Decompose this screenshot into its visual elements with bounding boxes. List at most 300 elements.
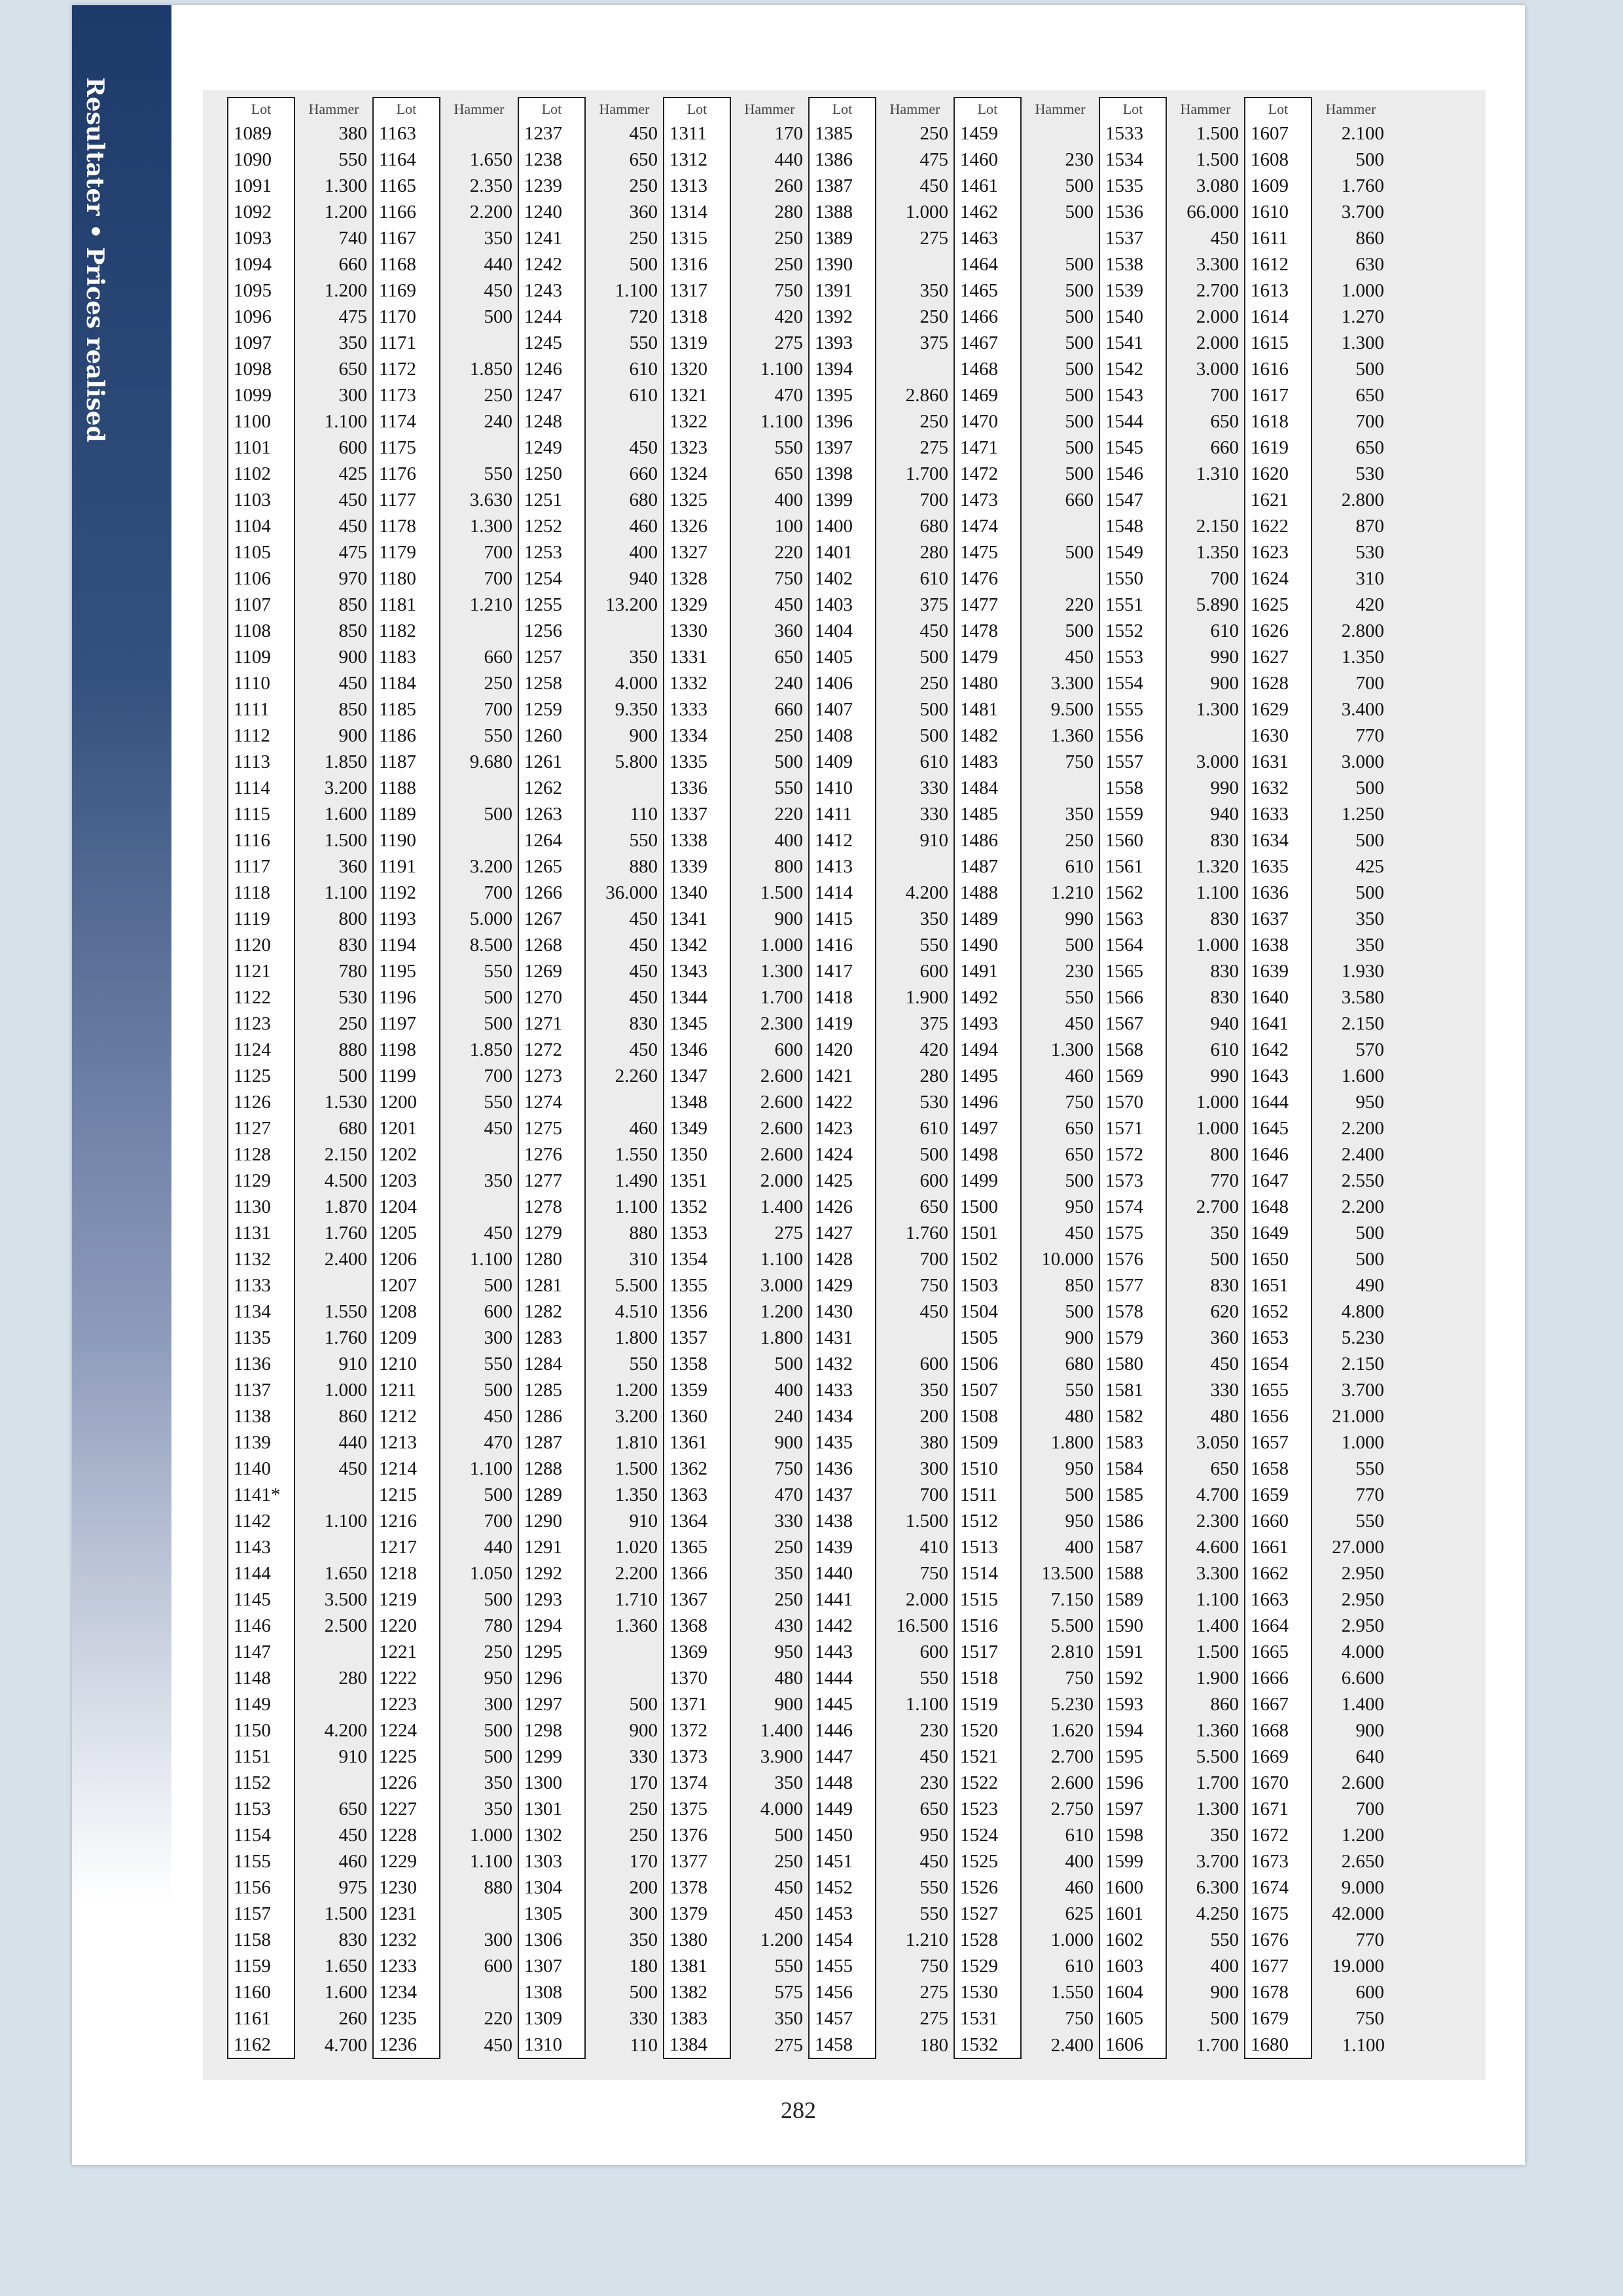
table-row xyxy=(228,644,1390,670)
hammer-price: 1.300 xyxy=(1196,699,1239,720)
hammer-price: 950 xyxy=(1065,1196,1094,1217)
lot-number: 1467 xyxy=(954,330,1021,356)
hammer-price: 460 xyxy=(1065,1066,1094,1086)
lot-number: 1293 xyxy=(518,1587,585,1613)
hammer-price: 2.650 xyxy=(1341,1851,1384,1872)
lot-number: 1152 xyxy=(228,1770,294,1796)
hammer-price: 500 xyxy=(1065,935,1094,956)
hammer-price xyxy=(440,1194,518,1220)
hammer-price: 900 xyxy=(774,1694,803,1715)
hammer-price: 850 xyxy=(1065,1275,1094,1296)
lot-number: 1414 xyxy=(809,880,876,906)
hammer-price: 1.650 xyxy=(324,1563,367,1584)
lot-number: 1441 xyxy=(809,1587,876,1613)
hammer-price: 1.810 xyxy=(615,1432,658,1453)
lot-number: 1470 xyxy=(954,408,1021,435)
lot-number: 1511 xyxy=(954,1482,1021,1508)
hammer-price: 200 xyxy=(629,1877,658,1898)
lot-number: 1380 xyxy=(664,1927,730,1953)
hammer-price: 13.500 xyxy=(1041,1563,1094,1584)
lot-number: 1268 xyxy=(518,932,585,958)
lot-number: 1420 xyxy=(809,1037,876,1063)
lot-number: 1429 xyxy=(809,1272,876,1299)
lot-number: 1585 xyxy=(1099,1482,1166,1508)
hammer-price: 3.200 xyxy=(469,856,512,877)
lot-number: 1177 xyxy=(373,487,440,513)
lot-number: 1327 xyxy=(664,539,730,565)
hammer-price: 2.800 xyxy=(1341,490,1384,511)
hammer-price: 400 xyxy=(629,542,658,563)
table-row xyxy=(228,225,1390,251)
lot-number: 1478 xyxy=(954,618,1021,644)
lot-number: 1181 xyxy=(373,592,440,618)
lot-number: 1537 xyxy=(1099,225,1166,251)
hammer-price: 425 xyxy=(338,463,367,484)
hammer-price: 5.000 xyxy=(469,908,512,929)
lot-number: 1438 xyxy=(809,1508,876,1534)
hammer-price: 550 xyxy=(629,1354,658,1374)
lot-number: 1142 xyxy=(228,1508,294,1534)
lot-number: 1191 xyxy=(373,853,440,880)
hammer-price: 650 xyxy=(1065,1118,1094,1139)
table-row xyxy=(228,1927,1390,1953)
lot-number: 1347 xyxy=(664,1063,730,1089)
lot-number: 1147 xyxy=(228,1639,294,1665)
lot-number: 1266 xyxy=(518,880,585,906)
lot-header: Lot xyxy=(664,98,730,120)
lot-number: 1502 xyxy=(954,1246,1021,1272)
lot-number: 1635 xyxy=(1245,853,1311,880)
table-row xyxy=(228,1037,1390,1063)
hammer-price: 440 xyxy=(774,149,803,170)
hammer-price: 280 xyxy=(338,1668,367,1689)
hammer-price: 850 xyxy=(338,620,367,641)
lot-number: 1631 xyxy=(1245,749,1311,775)
lot-number: 1605 xyxy=(1099,2005,1166,2032)
hammer-price: 450 xyxy=(338,1825,367,1846)
hammer-price: 1.360 xyxy=(615,1615,658,1636)
lot-number: 1317 xyxy=(664,278,730,304)
lot-number: 1396 xyxy=(809,408,876,435)
lot-number: 1632 xyxy=(1245,775,1311,801)
lot-number: 1349 xyxy=(664,1115,730,1141)
lot-number: 1458 xyxy=(809,2032,876,2058)
hammer-price: 770 xyxy=(1355,1484,1384,1505)
lot-number: 1371 xyxy=(664,1691,730,1717)
hammer-price: 350 xyxy=(919,908,948,929)
lot-number: 1377 xyxy=(664,1848,730,1874)
hammer-price: 450 xyxy=(629,987,658,1008)
hammer-price: 2.600 xyxy=(760,1144,803,1165)
lot-number: 1623 xyxy=(1245,539,1311,565)
lot-number: 1648 xyxy=(1245,1194,1311,1220)
hammer-price: 100 xyxy=(774,516,803,537)
hammer-price: 330 xyxy=(919,804,948,825)
lot-number: 1401 xyxy=(809,539,876,565)
hammer-price: 450 xyxy=(774,1903,803,1924)
lot-number: 1308 xyxy=(518,1979,585,2005)
hammer-price: 440 xyxy=(484,1537,512,1558)
lot-number: 1488 xyxy=(954,880,1021,906)
hammer-price: 780 xyxy=(338,961,367,982)
lot-number: 1278 xyxy=(518,1194,585,1220)
hammer-price: 440 xyxy=(484,254,512,275)
hammer-price: 1.350 xyxy=(615,1484,658,1505)
hammer-price: 990 xyxy=(1210,1066,1239,1086)
lot-number: 1595 xyxy=(1099,1744,1166,1770)
lot-number: 1534 xyxy=(1099,147,1166,173)
lot-number: 1357 xyxy=(664,1325,730,1351)
hammer-price: 500 xyxy=(919,647,948,668)
table-row xyxy=(228,1115,1390,1141)
table-row xyxy=(228,696,1390,723)
table-row xyxy=(228,1534,1390,1560)
lot-number: 1336 xyxy=(664,775,730,801)
lot-header: Lot xyxy=(809,98,876,120)
hammer-price: 1.250 xyxy=(1341,804,1384,825)
lot-number: 1165 xyxy=(373,173,440,199)
lot-number: 1591 xyxy=(1099,1639,1166,1665)
hammer-price: 700 xyxy=(484,1066,512,1086)
table-row xyxy=(228,801,1390,827)
lot-number: 1389 xyxy=(809,225,876,251)
hammer-price: 500 xyxy=(629,254,658,275)
hammer-price: 350 xyxy=(484,1799,512,1820)
lot-number: 1512 xyxy=(954,1508,1021,1534)
hammer-price: 180 xyxy=(919,2034,948,2056)
lot-number: 1334 xyxy=(664,723,730,749)
lot-number: 1146 xyxy=(228,1613,294,1639)
hammer-price: 3.000 xyxy=(1341,751,1384,772)
lot-number: 1464 xyxy=(954,251,1021,278)
lot-number: 1535 xyxy=(1099,173,1166,199)
table-row xyxy=(228,1403,1390,1429)
hammer-price: 1.800 xyxy=(760,1327,803,1348)
lot-number: 1333 xyxy=(664,696,730,723)
table-row xyxy=(228,435,1390,461)
hammer-price: 500 xyxy=(1065,254,1094,275)
hammer-price: 830 xyxy=(1210,1275,1239,1296)
lot-number: 1253 xyxy=(518,539,585,565)
hammer-price: 1.000 xyxy=(1196,1118,1239,1139)
hammer-price: 830 xyxy=(1210,961,1239,982)
hammer-price: 450 xyxy=(484,1118,512,1139)
lot-number: 1397 xyxy=(809,435,876,461)
hammer-price: 2.400 xyxy=(1050,2034,1094,2056)
hammer-price: 1.020 xyxy=(615,1537,658,1558)
hammer-price: 500 xyxy=(484,306,512,327)
hammer-price: 570 xyxy=(1355,1039,1384,1060)
hammer-price: 230 xyxy=(919,1720,948,1741)
lot-number: 1404 xyxy=(809,618,876,644)
lot-number: 1383 xyxy=(664,2005,730,2032)
hammer-price: 450 xyxy=(919,620,948,641)
lot-number: 1586 xyxy=(1099,1508,1166,1534)
hammer-price: 500 xyxy=(1065,280,1094,301)
lot-number: 1427 xyxy=(809,1220,876,1246)
lot-number: 1226 xyxy=(373,1770,440,1796)
hammer-price: 350 xyxy=(484,1772,512,1793)
hammer-price: 660 xyxy=(484,647,512,668)
hammer-price: 425 xyxy=(1355,856,1384,877)
lot-number: 1676 xyxy=(1245,1927,1311,1953)
hammer-price: 500 xyxy=(1210,2008,1239,2029)
lot-number: 1105 xyxy=(228,539,294,565)
lot-number: 1378 xyxy=(664,1874,730,1901)
lot-number: 1386 xyxy=(809,147,876,173)
lot-number: 1173 xyxy=(373,382,440,408)
lot-number: 1471 xyxy=(954,435,1021,461)
hammer-price: 180 xyxy=(629,1956,658,1977)
lot-number: 1209 xyxy=(373,1325,440,1351)
hammer-price: 1.850 xyxy=(469,1039,512,1060)
lot-number: 1115 xyxy=(228,801,294,827)
lot-number: 1114 xyxy=(228,775,294,801)
hammer-price: 1.000 xyxy=(760,935,803,956)
hammer-price xyxy=(1166,723,1245,749)
lot-number: 1545 xyxy=(1099,435,1166,461)
lot-number: 1521 xyxy=(954,1744,1021,1770)
table-row xyxy=(228,1953,1390,1979)
hammer-price: 1.210 xyxy=(1050,882,1094,903)
lot-number: 1531 xyxy=(954,2005,1021,2032)
lot-number: 1449 xyxy=(809,1796,876,1822)
hammer-price: 1.550 xyxy=(615,1144,658,1165)
hammer-price: 2.600 xyxy=(760,1066,803,1086)
lot-number: 1556 xyxy=(1099,723,1166,749)
hammer-price: 9.000 xyxy=(1341,1877,1384,1898)
hammer-price: 360 xyxy=(1210,1327,1239,1348)
lot-number: 1410 xyxy=(809,775,876,801)
hammer-price: 500 xyxy=(1355,149,1384,170)
lot-number: 1207 xyxy=(373,1272,440,1299)
hammer-price: 1.500 xyxy=(615,1458,658,1479)
lot-number: 1221 xyxy=(373,1639,440,1665)
lot-number: 1328 xyxy=(664,565,730,592)
lot-number: 1555 xyxy=(1099,696,1166,723)
hammer-price: 300 xyxy=(629,1903,658,1924)
hammer-price: 500 xyxy=(484,1589,512,1610)
lot-number: 1157 xyxy=(228,1901,294,1927)
lot-number: 1417 xyxy=(809,958,876,984)
hammer-price: 1.000 xyxy=(1196,935,1239,956)
lot-number: 1213 xyxy=(373,1429,440,1456)
table-row xyxy=(228,1822,1390,1848)
hammer-price: 3.700 xyxy=(1341,202,1384,223)
hammer-price: 500 xyxy=(1065,1170,1094,1191)
hammer-price: 500 xyxy=(1065,332,1094,353)
lot-number: 1411 xyxy=(809,801,876,827)
hammer-price: 1.100 xyxy=(905,1694,948,1715)
hammer-price: 450 xyxy=(338,516,367,537)
hammer-price: 610 xyxy=(919,568,948,589)
lot-number: 1242 xyxy=(518,251,585,278)
lot-number: 1679 xyxy=(1245,2005,1311,2032)
hammer-price: 500 xyxy=(1065,306,1094,327)
lot-number: 1381 xyxy=(664,1953,730,1979)
hammer-price: 900 xyxy=(774,1432,803,1453)
lot-number: 1621 xyxy=(1245,487,1311,513)
lot-number: 1277 xyxy=(518,1168,585,1194)
hammer-price xyxy=(876,853,954,880)
hammer-price: 16.500 xyxy=(896,1615,948,1636)
lot-number: 1158 xyxy=(228,1927,294,1953)
lot-number: 1493 xyxy=(954,1011,1021,1037)
lot-number: 1329 xyxy=(664,592,730,618)
lot-number: 1480 xyxy=(954,670,1021,696)
lot-number: 1228 xyxy=(373,1822,440,1848)
lot-number: 1310 xyxy=(518,2032,585,2058)
lot-number: 1477 xyxy=(954,592,1021,618)
lot-number: 1442 xyxy=(809,1613,876,1639)
lot-number: 1249 xyxy=(518,435,585,461)
lot-number: 1281 xyxy=(518,1272,585,1299)
hammer-price: 8.500 xyxy=(469,935,512,956)
lot-number: 1469 xyxy=(954,382,1021,408)
hammer-price: 1.050 xyxy=(469,1563,512,1584)
lot-number: 1251 xyxy=(518,487,585,513)
lot-number: 1185 xyxy=(373,696,440,723)
hammer-price: 380 xyxy=(919,1432,948,1453)
lot-number: 1497 xyxy=(954,1115,1021,1141)
hammer-price: 990 xyxy=(1210,647,1239,668)
lot-number: 1118 xyxy=(228,880,294,906)
hammer-price: 750 xyxy=(1065,2008,1094,2029)
lot-number: 1100 xyxy=(228,408,294,435)
hammer-price: 1.500 xyxy=(1196,123,1239,144)
lot-number: 1309 xyxy=(518,2005,585,2032)
hammer-price: 660 xyxy=(1065,490,1094,511)
table-row xyxy=(228,1325,1390,1351)
hammer-price: 250 xyxy=(774,1851,803,1872)
hammer-price: 240 xyxy=(774,1406,803,1427)
lot-number: 1413 xyxy=(809,853,876,880)
hammer-price: 630 xyxy=(1355,254,1384,275)
hammer-price: 1.300 xyxy=(324,175,367,196)
hammer-price xyxy=(1166,487,1245,513)
hammer-price: 650 xyxy=(1355,437,1384,458)
lot-number: 1641 xyxy=(1245,1011,1311,1037)
hammer-price: 680 xyxy=(338,1118,367,1139)
hammer-price: 2.260 xyxy=(615,1066,658,1086)
lot-number: 1106 xyxy=(228,565,294,592)
hammer-price: 870 xyxy=(1355,516,1384,537)
hammer-price: 700 xyxy=(919,1249,948,1270)
hammer-price: 1.620 xyxy=(1050,1720,1094,1741)
hammer-price: 500 xyxy=(1065,202,1094,223)
hammer-price: 275 xyxy=(919,437,948,458)
hammer-price: 6.600 xyxy=(1341,1668,1384,1689)
lot-number: 1588 xyxy=(1099,1560,1166,1587)
lot-number: 1602 xyxy=(1099,1927,1166,1953)
lot-number: 1098 xyxy=(228,356,294,382)
hammer-price: 1.760 xyxy=(324,1327,367,1348)
hammer-price: 300 xyxy=(484,1327,512,1348)
hammer-price: 4.200 xyxy=(324,1720,367,1741)
lot-number: 1533 xyxy=(1099,120,1166,147)
hammer-price: 3.500 xyxy=(324,1589,367,1610)
hammer-price xyxy=(585,1089,664,1115)
hammer-price: 500 xyxy=(919,725,948,746)
hammer-price: 1.400 xyxy=(1341,1694,1384,1715)
hammer-price: 4.000 xyxy=(615,673,658,694)
hammer-price: 220 xyxy=(774,542,803,563)
lot-number: 1303 xyxy=(518,1848,585,1874)
hammer-price: 1.210 xyxy=(905,1929,948,1950)
table-row xyxy=(228,1508,1390,1534)
hammer-price: 1.500 xyxy=(1196,1641,1239,1662)
lot-number: 1559 xyxy=(1099,801,1166,827)
lot-number: 1092 xyxy=(228,199,294,225)
lot-number: 1246 xyxy=(518,356,585,382)
lot-number: 1565 xyxy=(1099,958,1166,984)
table-row xyxy=(228,932,1390,958)
hammer-price: 440 xyxy=(338,1432,367,1453)
hammer-price: 640 xyxy=(1355,1746,1384,1767)
lot-number: 1116 xyxy=(228,827,294,853)
lot-number: 1674 xyxy=(1245,1874,1311,1901)
hammer-price: 2.200 xyxy=(1341,1118,1384,1139)
hammer-price: 550 xyxy=(1355,1511,1384,1532)
lot-number: 1244 xyxy=(518,304,585,330)
lot-number: 1376 xyxy=(664,1822,730,1848)
lot-number: 1348 xyxy=(664,1089,730,1115)
lot-number: 1300 xyxy=(518,1770,585,1796)
hammer-price: 550 xyxy=(774,778,803,798)
hammer-price: 500 xyxy=(484,987,512,1008)
hammer-price: 550 xyxy=(1065,1380,1094,1401)
lot-number: 1192 xyxy=(373,880,440,906)
hammer-price: 275 xyxy=(774,332,803,353)
lot-number: 1247 xyxy=(518,382,585,408)
hammer-price: 1.900 xyxy=(1196,1668,1239,1689)
hammer-header: Hammer xyxy=(744,100,795,117)
table-row xyxy=(228,1874,1390,1901)
lot-number: 1616 xyxy=(1245,356,1311,382)
hammer-price: 2.600 xyxy=(760,1118,803,1139)
lot-number: 1126 xyxy=(228,1089,294,1115)
hammer-price: 1.500 xyxy=(760,882,803,903)
hammer-price: 430 xyxy=(774,1615,803,1636)
table-row xyxy=(228,1246,1390,1272)
lot-number: 1656 xyxy=(1245,1403,1311,1429)
hammer-price: 2.950 xyxy=(1341,1563,1384,1584)
hammer-price: 490 xyxy=(1355,1275,1384,1296)
table-row xyxy=(228,565,1390,592)
hammer-price: 2.400 xyxy=(324,1249,367,1270)
lot-number: 1421 xyxy=(809,1063,876,1089)
hammer-price: 250 xyxy=(338,1013,367,1034)
lot-header: Lot xyxy=(1245,98,1311,120)
lot-number: 1160 xyxy=(228,1979,294,2005)
lot-number: 1482 xyxy=(954,723,1021,749)
hammer-price: 4.600 xyxy=(1196,1537,1239,1558)
hammer-price: 1.550 xyxy=(324,1301,367,1322)
table-row xyxy=(228,1639,1390,1665)
hammer-price xyxy=(440,827,518,853)
hammer-price: 5.230 xyxy=(1050,1694,1094,1715)
hammer-price: 750 xyxy=(1065,751,1094,772)
lot-number: 1418 xyxy=(809,984,876,1011)
hammer-price: 460 xyxy=(629,1118,658,1139)
hammer-price: 550 xyxy=(1065,987,1094,1008)
table-row xyxy=(228,1613,1390,1639)
hammer-price: 500 xyxy=(1065,542,1094,563)
hammer-price: 950 xyxy=(1065,1511,1094,1532)
hammer-price: 1.500 xyxy=(324,1903,367,1924)
section-sidebar xyxy=(72,5,171,1903)
lot-number: 1112 xyxy=(228,723,294,749)
